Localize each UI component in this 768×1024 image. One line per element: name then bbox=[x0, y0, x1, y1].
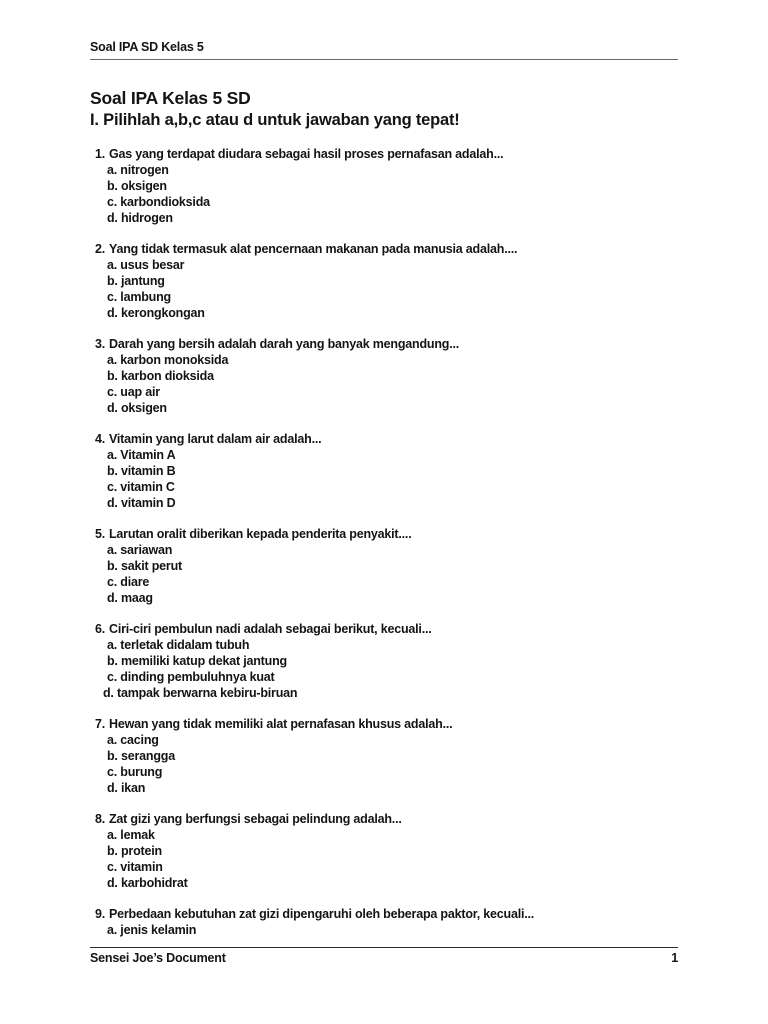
footer-page-number: 1 bbox=[671, 951, 678, 965]
page-header-title: Soal IPA SD Kelas 5 bbox=[90, 40, 204, 54]
answer-option: c. lambung bbox=[107, 290, 171, 304]
question-text: Larutan oralit diberikan kepada penderita penyakit.... bbox=[109, 527, 412, 541]
instruction-heading: I. Pilihlah a,b,c atau d untuk jawaban yang tepat! bbox=[90, 111, 460, 129]
question bbox=[90, 906, 678, 938]
answer-option: a. lemak bbox=[107, 828, 155, 842]
question-text-line bbox=[90, 621, 678, 637]
question-text-line bbox=[90, 906, 678, 922]
question bbox=[90, 526, 678, 606]
answer-option: a. sariawan bbox=[107, 543, 173, 557]
question-number: 8. bbox=[95, 812, 106, 826]
answer-option: b. memiliki katup dekat jantung bbox=[107, 654, 287, 668]
question-text: Vitamin yang larut dalam air adalah... bbox=[109, 432, 322, 446]
question-text-line bbox=[90, 146, 678, 162]
question bbox=[90, 241, 678, 321]
question bbox=[90, 146, 678, 226]
answer-option: a. cacing bbox=[107, 733, 159, 747]
answer-option: c. uap air bbox=[107, 385, 160, 399]
answer-option: c. vitamin bbox=[107, 860, 163, 874]
answer-option: a. karbon monoksida bbox=[107, 353, 229, 367]
question-number: 7. bbox=[95, 717, 106, 731]
answer-option: b. jantung bbox=[107, 274, 165, 288]
question bbox=[90, 336, 678, 416]
answer-option: d. oksigen bbox=[107, 401, 167, 415]
question bbox=[90, 431, 678, 511]
question-text: Yang tidak termasuk alat pencernaan makanan pada manusia adalah.... bbox=[109, 242, 518, 256]
answer-option: b. karbon dioksida bbox=[107, 369, 214, 383]
answer-option: d. hidrogen bbox=[107, 211, 173, 225]
question-text-line bbox=[90, 336, 678, 352]
answer-option: a. terletak didalam tubuh bbox=[107, 638, 250, 652]
footer-document-name: Sensei Joe’s Document bbox=[90, 951, 226, 965]
question-number: 3. bbox=[95, 337, 106, 351]
question-text: Darah yang bersih adalah darah yang banyak mengandung... bbox=[109, 337, 460, 351]
question-text-line bbox=[90, 431, 678, 447]
answer-option: b. sakit perut bbox=[107, 559, 182, 573]
question-number: 1. bbox=[95, 147, 106, 161]
question-text-line bbox=[90, 526, 678, 542]
answer-option: b. vitamin B bbox=[107, 464, 176, 478]
question-text: Ciri-ciri pembulun nadi adalah sebagai berikut, kecuali... bbox=[109, 622, 432, 636]
answer-option: c. karbondioksida bbox=[107, 195, 210, 209]
question-number: 2. bbox=[95, 242, 106, 256]
answer-option: c. vitamin C bbox=[107, 480, 175, 494]
answer-option: d. tampak berwarna kebiru-biruan bbox=[103, 686, 298, 700]
answer-option: a. Vitamin A bbox=[107, 448, 176, 462]
answer-option: c. dinding pembuluhnya kuat bbox=[107, 670, 275, 684]
answer-option: a. usus besar bbox=[107, 258, 185, 272]
question-text: Hewan yang tidak memiliki alat pernafasan khusus adalah... bbox=[109, 717, 453, 731]
question-number: 9. bbox=[95, 907, 106, 921]
page-header bbox=[90, 40, 678, 60]
question-text-line bbox=[90, 241, 678, 257]
answer-option: d. kerongkongan bbox=[107, 306, 205, 320]
question-number: 5. bbox=[95, 527, 106, 541]
answer-option: d. vitamin D bbox=[107, 496, 176, 510]
question-number: 6. bbox=[95, 622, 106, 636]
question-text-line bbox=[90, 811, 678, 827]
question bbox=[90, 716, 678, 796]
answer-option: d. maag bbox=[107, 591, 153, 605]
question-text: Zat gizi yang berfungsi sebagai pelindung adalah... bbox=[109, 812, 402, 826]
answer-option: b. serangga bbox=[107, 749, 175, 763]
answer-option: a. jenis kelamin bbox=[107, 923, 197, 937]
question-text: Perbedaan kebutuhan zat gizi dipengaruhi oleh beberapa paktor, kecuali... bbox=[109, 907, 535, 921]
question-number: 4. bbox=[95, 432, 106, 446]
document-title: Soal IPA Kelas 5 SD bbox=[90, 88, 251, 108]
page-footer bbox=[90, 947, 678, 966]
answer-option: d. ikan bbox=[107, 781, 146, 795]
answer-option: c. burung bbox=[107, 765, 163, 779]
question-text-line bbox=[90, 716, 678, 732]
question-text: Gas yang terdapat diudara sebagai hasil proses pernafasan adalah... bbox=[109, 147, 504, 161]
answer-option: d. karbohidrat bbox=[107, 876, 188, 890]
answer-option: c. diare bbox=[107, 575, 150, 589]
answer-option: a. nitrogen bbox=[107, 163, 169, 177]
answer-option: b. protein bbox=[107, 844, 162, 858]
answer-option: b. oksigen bbox=[107, 179, 167, 193]
question bbox=[90, 811, 678, 891]
question bbox=[90, 621, 678, 701]
question-list bbox=[90, 146, 678, 938]
